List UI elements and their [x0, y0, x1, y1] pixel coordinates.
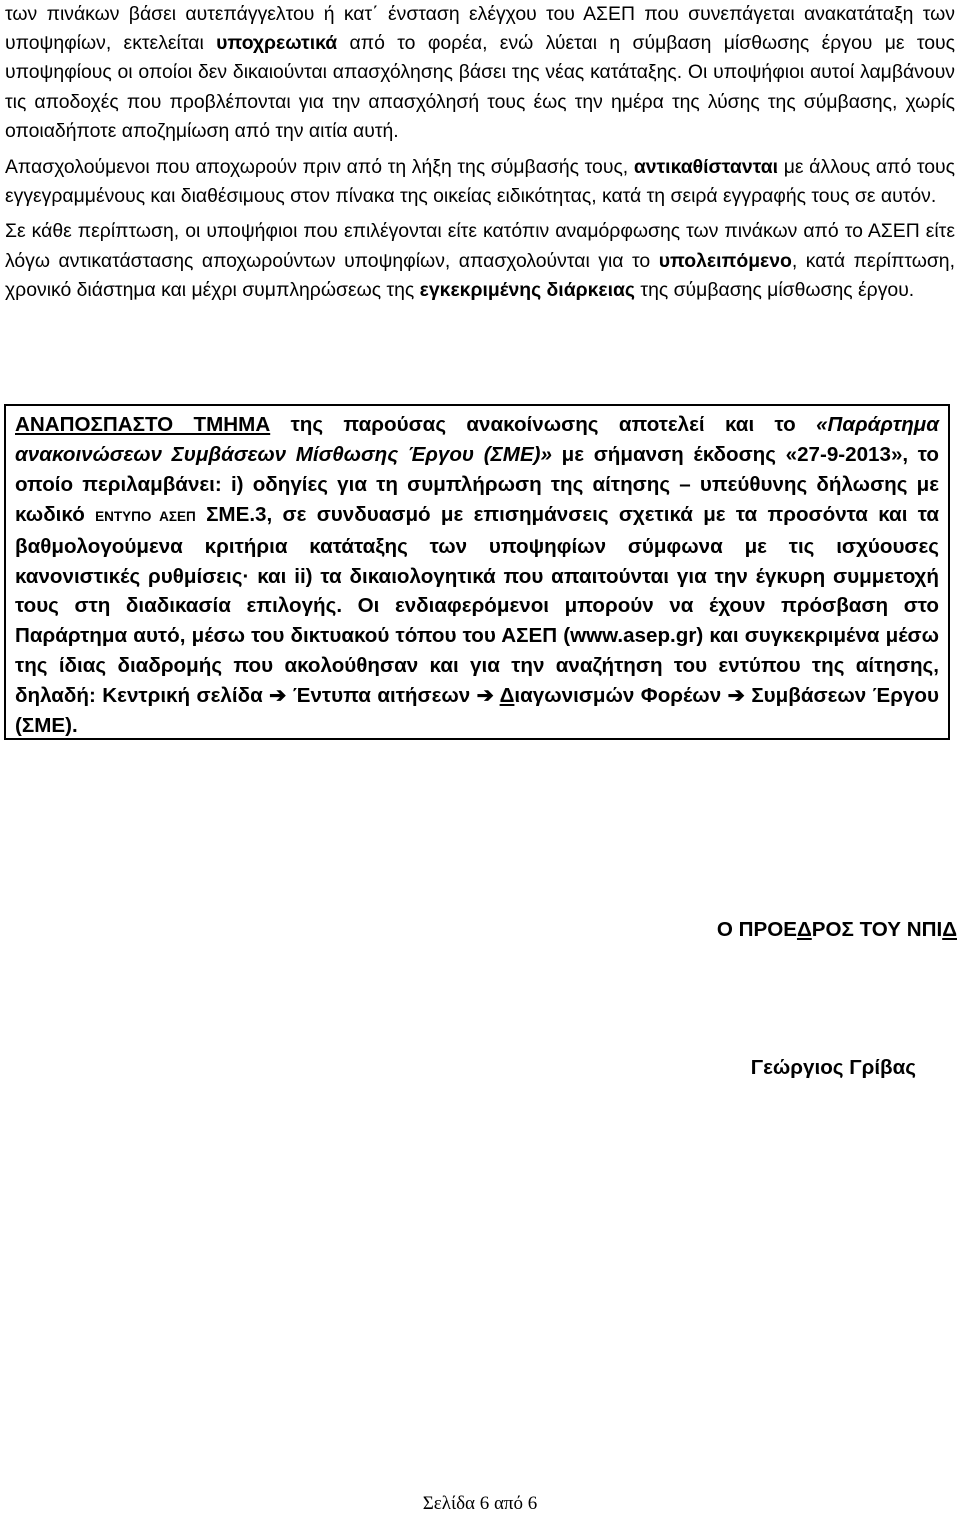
path-home: Κεντρική σελίδα — [102, 684, 263, 708]
emphasis-approved-duration: εγκεκριμένης διάρκειας — [419, 278, 636, 301]
path-competitions: Διαγωνισμών Φορέων — [499, 684, 722, 708]
emphasis-replaced: αντικαθίστανται — [633, 156, 779, 179]
paragraph-replacement: Απασχολούμενοι που αποχωρούν πριν από τη λήξη της σύμβασής τους, αντικαθίστανται με άλλους από τους εγγεγραμμένους και διαθέσιμους στον πίνακα της οικείας ειδικότητας, κατά τη σειρά εγγραφής τους σε αυτόν. — [5, 156, 955, 208]
paragraph-remaining-duration: Σε κάθε περίπτωση, οι υποψήφιοι που επιλέγονται είτε κατόπιν αναμόρφωσης των πινάκων από το ΑΣΕΠ είτε λόγω αντικατάστασης αποχωρούντων υποψηφίων, απασχολούνται για το υπολειπόμενο, κατά περίπτωση, χρονικό διάστημα και μέχρι συμπληρώσεως της εγκεκριμένης διάρκειας της σύμβασης μίσθωσης έργου. — [5, 220, 955, 301]
form-code: ΣΜΕ.3 — [195, 502, 267, 526]
notice-box: ΑΝΑΠΟΣΠΑΣΤΟ ΤΜΗΜΑ της παρούσας ανακοίνωσης αποτελεί και το «Παράρτημα ανακοινώσεων Συμβάσεων Μίσθωσης Έργου (ΣΜΕ)» με σήμανση έκδοσης «27-9-2013», το οποίο περιλαμβάνει: i) οδηγίες για τη συμπλήρωση της αίτησης – υπεύθυνης δήλωσης με κωδικό ΕΝΤΥΠΟ ΑΣΕΠ ΣΜΕ.3, σε συνδυασμό με επισημάνσεις σχετικά με τα προσόντα και τα βαθμολογούμενα κριτήρια κατάταξης των υποψηφίων σύμφωνα με τις ισχύουσες κανονιστικές ρυθμίσεις· και ii) τα δικαιολογητικά που απαιτούνται για την έγκυρη συμμετοχή τους στη διαδικασία επιλογής. Οι ενδιαφερόμενοι μπορούν να έχουν πρόσβαση στο Παράρτημα αυτό, μέσω του δικτυακού τόπου του ΑΣΕΠ (www.asep.gr) και συγκεκριμένα μέσω της ίδιας διαδρομής που ακολούθησαν και για την αναζήτηση του εντύπου της αίτησης, δηλαδή: Κεντρική σελίδα ➔ Έντυπα αιτήσεων ➔ Διαγωνισμών Φορέων ➔ Συμβάσεων Έργου (ΣΜΕ). — [4, 404, 950, 740]
notice-heading: ΑΝΑΠΟΣΠΑΣΤΟ ΤΜΗΜΑ — [15, 413, 271, 436]
page-number: Σελίδα 6 από 6 — [422, 1493, 538, 1514]
path-forms: Έντυπα αιτήσεων — [292, 684, 471, 708]
document-body — [5, 0, 955, 305]
annex-title: «Παράρτημα ανακοινώσεων Συμβάσεων Μίσθωσης Έργου (ΣΜΕ)» — [15, 413, 939, 466]
form-code-prefix: ΕΝΤΥΠΟ ΑΣΕΠ — [95, 508, 196, 524]
paragraph-table-reordering: των πινάκων βάσει αυτεπάγγελτου ή κατ΄ ένσταση ελέγχου του ΑΣΕΠ που συνεπάγεται ανακατάταξη των υποψηφίων, εκτελείται υποχρεωτικά από το φορέα, ενώ λύεται η σύμβαση μίσθωσης έργου με τους υποψηφίους οι οποίοι δεν δικαιούνται απασχόλησης βάσει της νέας κατάταξης. Οι υποψήφιοι αυτοί λαμβάνουν τις αποδοχές που προβλέπονται για την απασχόλησή τους έως την ημέρα της λύσης της σύμβασης, χωρίς οποιαδήποτε αποζημίωση από την αιτία αυτή. — [5, 3, 955, 142]
emphasis-mandatory: υποχρεωτικά — [216, 32, 338, 55]
page-footer — [0, 1493, 960, 1515]
path-contracts: Συμβάσεων Έργου (ΣΜΕ). — [15, 684, 939, 738]
emphasis-remaining: υπολειπόμενο — [658, 249, 792, 272]
arrow-right-icon: ➔ — [476, 684, 494, 708]
arrow-right-icon: ➔ — [269, 684, 287, 708]
signatory-name: Γεώργιος Γρίβας — [750, 1056, 916, 1079]
signature-title: Ο ΠΡΟΕΔΡΟΣ ΤΟΥ ΝΠΙΔ — [716, 918, 957, 941]
arrow-right-icon: ➔ — [727, 684, 745, 708]
